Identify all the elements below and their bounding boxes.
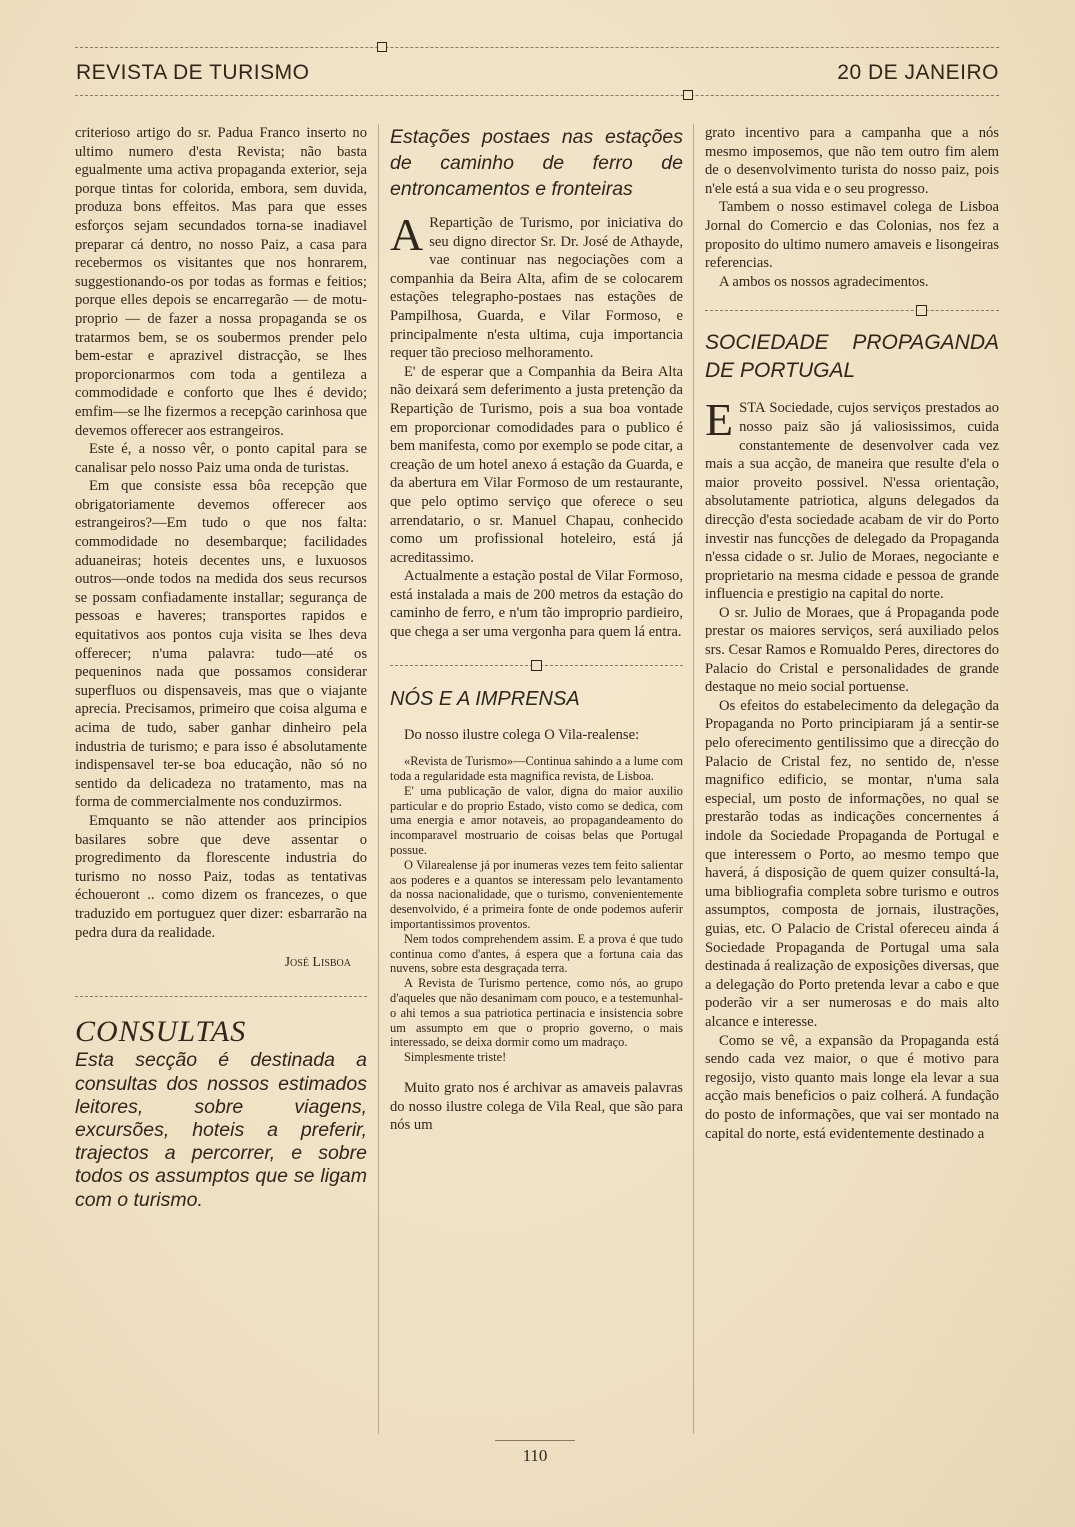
header-title: REVISTA DE TURISMO: [76, 61, 310, 84]
article-paragraph: Repartição de Turismo, por iniciativa do seu digno director Sr. Dr. José de Athayde, vae continuar nas negociações com a companhia da Beira Alta, afim de se colocarem estações telegrapho-postaes nas estações de Pampilhosa, Guarda, e Vilar Formoso, e principalmente n'esta ultima, cuja importancia requer tão precioso melhoramento.: [390, 215, 683, 362]
quote-paragraph: O Vilarealense já por inumeras vezes tem feito salientar aos poderes e a quantos se interessam pelo levantamento da nossa nacionalidade, que o turismo, convenientemente desenvolvido, é a primeira fonte de onde podemos auferir importantissimos proventos.: [390, 857, 683, 932]
article-heading-imprensa: NÓS E A IMPRENSA: [390, 687, 580, 710]
article-paragraph: E' de esperar que a Companhia da Beira Alta não deixará sem deferimento a justa pretenção da Repartição de Turismo, pois a sua boa vontade em proporcionar comodidades para o publico é bem manifesta, como por exemplo se pode citar, a creação de um hotel anexo á estação da Guarda, e da abertura em Vilar Formoso de um restaurante, que pelo optimo serviço que oferece o seu arrendatario, o sr. Manuel Chapau, conhecido como um profissional hoteleiro, está já acreditassimo.: [390, 363, 683, 566]
article-heading-estacoes: Estações postaes nas estações de caminho de ferro de entroncamentos e fronteiras: [390, 126, 683, 200]
header-date: 20 DE JANEIRO: [837, 61, 999, 84]
column-2: [390, 124, 683, 1135]
consultas-body: Esta secção é destinada a consultas dos nossos estimados leitores, sobre viagens, excursões, hoteis a preferir, trajectos a percorrer, e sobre todos os assumptos que se ligam com o turismo.: [75, 1049, 367, 1211]
quote-paragraph: E' uma publicação de valor, digna do maior auxilio particular e do proprio Estado, visto como se dedica, com uma energia e amor notaveis, ao propagandeamento do incomparavel mostruario de coisas belas que Portugal possue.: [390, 783, 683, 858]
article-paragraph: Actualmente a estação postal de Vilar Formoso, está instalada a mais de 200 metros da estação do caminho de ferro, e n'um tão improprio pardieiro, que chega a ser uma vergonha para quem lá entra.: [390, 568, 683, 641]
article-paragraph: Muito grato nos é archivar as amaveis palavras do nosso ilustre colega de Vila Real, que são para nós um: [390, 1079, 683, 1134]
section-separator: [390, 656, 683, 676]
article-paragraph: O sr. Julio de Moraes, que á Propaganda pode prestar os maiores serviços, será auxiliado pelos srs. Cesar Ramos e Romualdo Peres, directores do Palacio do Cristal e personalidades de grande destaque no meio social portuense.: [705, 604, 999, 696]
quote-paragraph: «Revista de Turismo»—Continua sahindo a a lume com toda a regularidade esta magnifica revista, de Lisboa.: [390, 754, 683, 784]
quote-paragraph: Nem todos comprehendem assim. E a prova é que tudo continua como d'antes, á espera que a fortuna caia das nuvens, sobre esta desgraçada terra.: [390, 931, 683, 976]
ornament-box-top: [377, 42, 387, 52]
quote-paragraph: A Revista de Turismo pertence, como nós, ao grupo d'aqueles que não desanimam com pouco, e a testemunhal-o ahi temos a sua patriotica pertinacia e insistencia sobre um assumpto em que o proprio governo, o mais interessado, se deixa dormir como um madraço.: [390, 976, 683, 1050]
article-paragraph: grato incentivo para a campanha que a nós mesmo imposemos, que não tem outro fim alem de o desenvolvimento turista do nosso paiz, pois n'ele está a sua vida e o seu progresso.: [705, 125, 999, 197]
footer-rule: [495, 1440, 575, 1441]
drop-cap: E: [705, 394, 734, 446]
ornament-box-header: [683, 90, 693, 100]
article-paragraph: Como se vê, a expansão da Propaganda está sendo cada vez maior, o que é motivo para regosijo, visto quanto mais longe ela levar a sua acção mais beneficios o paiz colherá. A fundação do posto de informações, que vai ser montado na capital do norte, está evidentemente destinado a: [705, 1032, 999, 1142]
column-divider-1: [378, 124, 379, 1434]
section-separator: [705, 301, 999, 321]
article-paragraph: Este é, a nosso vêr, o ponto capital para se canalisar pelo nosso Paiz uma onda de turistas.: [75, 441, 367, 476]
top-rule-upper: [75, 47, 999, 48]
author-signature: José Lisboa: [284, 955, 351, 971]
quoted-article: [390, 754, 683, 1065]
drop-cap: A: [390, 209, 424, 260]
article-paragraph: Tambem o nosso estimavel colega de Lisboa Jornal do Comercio e das Colonias, nos fez a proposito do ultimo numero amaveis e lisongeiras referencias.: [705, 199, 999, 272]
quote-paragraph: Simplesmente triste!: [404, 1050, 507, 1065]
top-rule-lower: [75, 95, 999, 96]
page-number: 110: [522, 1446, 548, 1465]
section-separator: [75, 987, 367, 1007]
intro-paragraph: Do nosso ilustre colega O Vila-realense:: [404, 726, 640, 743]
article-paragraph: Em que consiste essa bôa recepção que obrigatoriamente devemos offerecer aos estrangeiros?—Em tudo o que nos falta: commodidade no desembarque; facilidades aduaneiras; hoteis decentes uns, e luxuosos outros—onde todos na medida dos seus recursos se possam confiadamente installar; segurança de pessoas e haveres; transportes rapidos e equitativos aos pontos cuja visita se lhes deva offerecer; n'uma palavra: tudo—até os pequeninos nada que possamos considerar superfluos ou dispensaveis, mas que o viajante aprecia. Precisamos, primeiro que coisa alguma e acima de tudo, saber ganhar dinheiro pela industria de turismo; e para isso é absolutamente indispensavel ter-se boa educação, não só no sentido da delicadeza no tratamento, mas na forma de commercialmente nos conduzirmos.: [75, 478, 367, 811]
column-3: [705, 124, 999, 1143]
article-paragraph: Emquanto se não attender aos principios basilares sobre que deve assentar o progredimento da florescente industria do turismo no nosso Paiz, todas as tentativas échoueront .. como dizem os francezes, o que traduzido em portuguez quer dizer: esbarrarão na pedra dura da realidade.: [75, 812, 367, 941]
consultas-heading: CONSULTAS: [75, 1014, 247, 1048]
article-paragraph: A ambos os nossos agradecimentos.: [719, 273, 929, 290]
column-1: [75, 124, 367, 1212]
column-divider-2: [693, 124, 694, 1434]
article-paragraph: Os efeitos do estabelecimento da delegação da Propaganda no Porto principiaram já a sentir-se pelo oferecimento gentilissimo que a direcção do Palacio de Cristal fez, no sentido de, n'esse magnifico edificio, se montar, n'uma sala especial, um posto de informações, no qual se prestarão todas as indicações concernentes á indole da Sociedade Propaganda de Portugal e que interessem o Porto, ao mesmo tempo que haverá, á disposição de quem quizer consultá-la, uma bibliografia completa sobre turismo e outros assumptos, composta de jornais, ilustrações, guias, etc. O Palacio de Cristal ofereceu ainda á Sociedade Propaganda de Portugal uma sala destinada á realização de exposições diversas, que a delegação do Porto pretenda levar a cabo e que poderão vir a ser numerosas e do mais alto alcance e interesse.: [705, 697, 999, 1030]
article-paragraph: criterioso artigo do sr. Padua Franco inserto no ultimo numero d'esta Revista; não basta egualmente uma activa propaganda exterior, seja porque tintas for colorida, embora, sem duvida, produza bons effeitos. Mas para que esses esforços sejam secundados torna-se inadiavel preparar cá dentro, no nosso Paiz, a casa para recebermos os visitantes que nos honrarem, suggestionando-os por todas as formas e feitios; porque elles depois se encarregarão — de motu-proprio — de fazer a nossa propaganda se os tratarmos bem, se os soubermos prender pelo bem-estar e aprazivel distracção, se lhes proporcionarmos com toda a gentileza a commodidade e conforto que lhes é devido; emfim—se lhe fizermos a recepção carinhosa que devemos offerecer aos estrangeiros.: [75, 125, 367, 439]
article-paragraph: STA Sociedade, cujos serviços prestados ao nosso paiz são já valiosissimos, cuida constantemente de desenvolver cada vez mais a sua acção, de maneira que resulte d'ela o maior proveito possivel. N'essa orientação, absolutamente patriotica, alguns delegados da direcção d'esta sociedade acabam de vir do Porto investir nas funcções de delegado da Propaganda n'essa cidade o sr. Julio de Moraes, negociante e proprietario na mesma cidade e pessoa de grande influencia e prestigio na capital do norte.: [705, 400, 999, 603]
article-heading-sociedade: SOCIEDADE PROPAGANDA DE PORTUGAL: [705, 331, 999, 383]
